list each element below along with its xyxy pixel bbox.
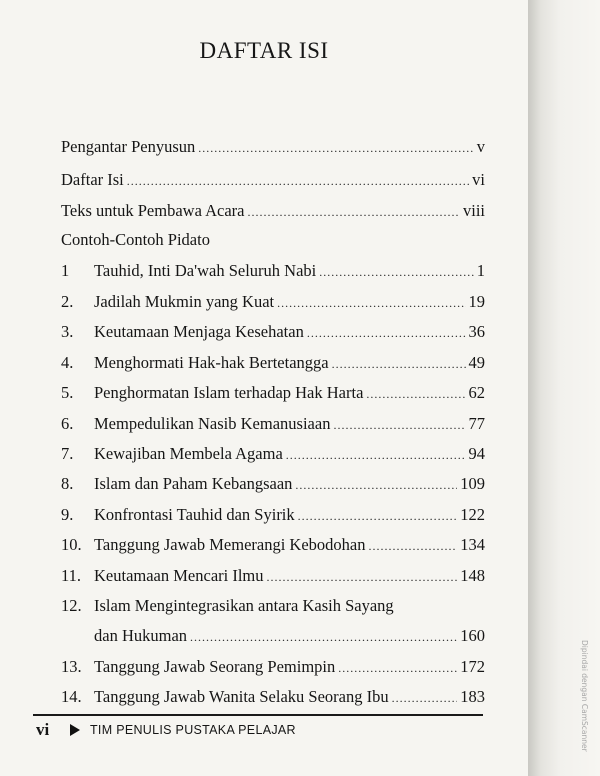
chapter-number: 11. [61, 566, 82, 585]
toc-chapter [61, 261, 485, 282]
chapter-number: 14. [61, 687, 82, 706]
toc-entry-label: Daftar Isi [61, 170, 124, 189]
scanner-watermark-text: Dipindai dengan CamScanner [580, 640, 589, 752]
toc-chapter [61, 566, 485, 587]
chapter-number: 6. [61, 414, 74, 433]
chapter-page: 183 [460, 687, 485, 706]
chapter-page: 36 [468, 322, 485, 341]
chapter-page: 160 [460, 626, 485, 645]
dot-leader [368, 536, 457, 556]
dot-leader [392, 688, 458, 708]
chapter-page: 62 [468, 383, 485, 402]
toc-chapter [61, 505, 485, 526]
dot-leader [332, 354, 466, 374]
toc-chapter [61, 474, 485, 495]
chapter-page: 122 [460, 505, 485, 524]
dot-leader [298, 506, 458, 526]
toc-chapter [61, 322, 485, 343]
dot-leader [286, 445, 466, 465]
triangle-right-icon [70, 724, 80, 736]
page-title: DAFTAR ISI [199, 38, 329, 63]
chapter-number: 1 [61, 261, 70, 280]
toc-chapter-continuation [94, 626, 485, 647]
chapter-page: 148 [460, 566, 485, 585]
chapter-title-line2: dan Hukuman [94, 626, 188, 645]
toc-chapter [61, 414, 485, 435]
chapter-page: 1 [476, 261, 485, 280]
chapter-title: Islam Mengintegrasikan antara Kasih Sayang [94, 596, 394, 615]
chapter-title: Tauhid, Inti Da'wah Seluruh Nabi [94, 261, 317, 280]
chapter-number: 7. [61, 444, 74, 463]
chapter-number: 2. [61, 292, 74, 311]
chapter-title: Keutamaan Mencari Ilmu [94, 566, 264, 585]
toc-entry-page: viii [462, 201, 485, 220]
chapter-page: 77 [468, 414, 485, 433]
dot-leader [248, 202, 460, 222]
section-heading-label: Contoh-Contoh Pidato [61, 230, 210, 249]
dot-leader [198, 138, 473, 158]
toc-entry [61, 170, 485, 191]
chapter-title: Konfrontasi Tauhid dan Syirik [94, 505, 295, 524]
chapter-title: Tanggung Jawab Memerangi Kebodohan [94, 535, 366, 554]
chapter-title: Kewajiban Membela Agama [94, 444, 283, 463]
chapter-number: 4. [61, 353, 74, 372]
dot-leader [338, 658, 457, 678]
chapter-page: 19 [468, 292, 485, 311]
chapter-number: 13. [61, 657, 82, 676]
dot-leader [333, 415, 465, 435]
toc-entry-label: Teks untuk Pembawa Acara [61, 201, 245, 220]
chapter-page: 49 [468, 353, 485, 372]
chapter-number: 3. [61, 322, 74, 341]
chapter-title: Islam dan Paham Kebangsaan [94, 474, 293, 493]
chapter-number: 12. [61, 596, 82, 615]
dot-leader [267, 567, 458, 587]
toc-chapter [61, 596, 485, 616]
chapter-title: Tanggung Jawab Wanita Selaku Seorang Ibu [94, 687, 389, 706]
chapter-page: 94 [468, 444, 485, 463]
chapter-number: 10. [61, 535, 82, 554]
toc-chapter [61, 444, 485, 465]
chapter-number: 8. [61, 474, 74, 493]
toc-chapter [61, 687, 485, 708]
dot-leader [190, 627, 457, 647]
toc-chapter [61, 353, 485, 374]
chapter-title: Jadilah Mukmin yang Kuat [94, 292, 275, 311]
dot-leader [307, 323, 466, 343]
toc-entry-page: vi [472, 170, 485, 189]
scanner-watermark [582, 640, 596, 760]
dot-leader [319, 262, 474, 282]
dot-leader [277, 293, 465, 313]
toc-entry-page: v [476, 137, 485, 156]
footer-rule [33, 714, 483, 716]
chapter-page: 172 [460, 657, 485, 676]
toc-chapter [61, 535, 485, 556]
toc-entry [61, 137, 485, 158]
chapter-title: Keutamaan Menjaga Kesehatan [94, 322, 304, 341]
toc-entry-label: Pengantar Penyusun [61, 137, 196, 156]
chapter-page: 109 [460, 474, 485, 493]
toc-chapter [61, 292, 485, 313]
toc-entry [61, 201, 485, 222]
dot-leader [127, 171, 469, 191]
chapter-title: Menghormati Hak-hak Bertetangga [94, 353, 329, 372]
dot-leader [295, 475, 457, 495]
toc-chapter [61, 383, 485, 404]
dot-leader [366, 384, 465, 404]
chapter-title: Penghormatan Islam terhadap Hak Harta [94, 383, 364, 402]
footer-page-number: vi [36, 720, 50, 739]
chapter-number: 5. [61, 383, 74, 402]
section-heading [61, 230, 210, 250]
chapter-number: 9. [61, 505, 74, 524]
chapter-page: 134 [460, 535, 485, 554]
toc-chapter [61, 657, 485, 678]
footer-author: TIM PENULIS PUSTAKA PELAJAR [90, 723, 296, 737]
chapter-title: Tanggung Jawab Seorang Pemimpin [94, 657, 336, 676]
page-footer [36, 720, 296, 740]
chapter-title: Mempedulikan Nasib Kemanusiaan [94, 414, 331, 433]
